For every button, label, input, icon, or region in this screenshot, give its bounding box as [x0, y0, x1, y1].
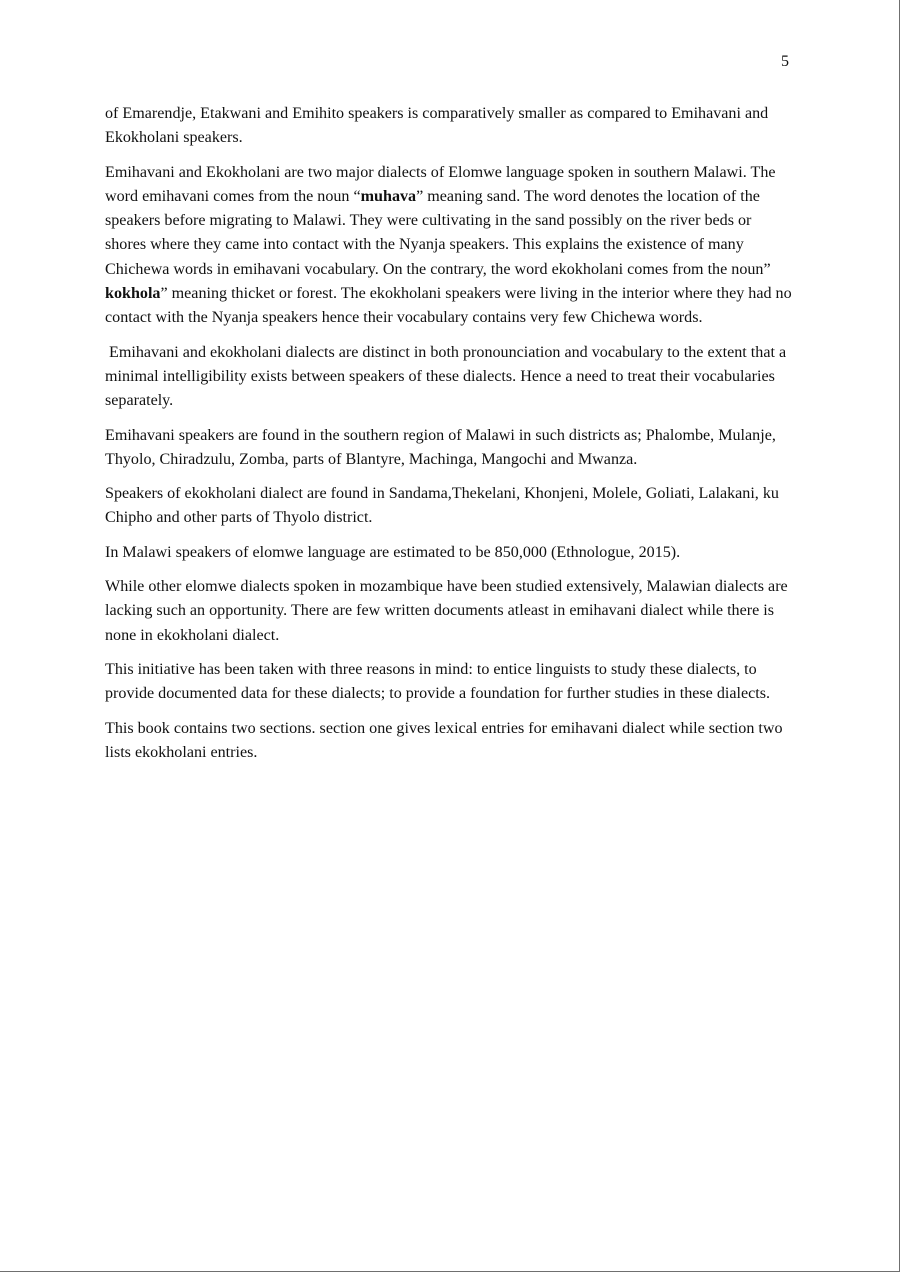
paragraph-7: While other elomwe dialects spoken in mozambique have been studied extensively, Malawian dialects are lacking such an opportunity. There are few written documents atleast in emihavani dialect while there is none in ekokholani dialect.: [105, 578, 788, 644]
paragraph-1: of Emarendje, Etakwani and Emihito speakers is comparatively smaller as compared to Emihavani and Ekokholani speakers.: [105, 105, 769, 147]
paragraph-3: Emihavani and ekokholani dialects are distinct in both pronounciation and vocabulary to the extent that a minimal intelligibility exists between speakers of these dialects. Hence a need to treat their vocabularies separately.: [105, 343, 787, 410]
body-text: [105, 102, 795, 775]
page-number: 5: [781, 53, 789, 70]
paragraph-2-part-a: Emihavani and Ekokholani are two major dialects of Elomwe language spoken in southern Malawi. The word emihavani comes from the noun “: [105, 163, 776, 205]
paragraph-5: Speakers of ekokholani dialect are found in Sandama,Thekelani, Khonjeni, Molele, Goliati, Lalakani, ku Chipho and other parts of Thyolo district.: [105, 485, 779, 527]
paragraph-2: [105, 161, 795, 331]
paragraph-2-part-c: ” meaning sand. The word denotes the location of the speakers before migrating to Malawi. They were cultivating in the sand possibly on the river beds or shores where they came into contact with the Nyanja speakers. This explains the existence of many Chichewa words in emihavani vocabulary. On the contrary, the word ekokholani comes from the noun”: [105, 187, 771, 278]
term-kokhola: kokhola: [105, 285, 161, 303]
paragraph-4: Emihavani speakers are found in the southern region of Malawi in such districts as; Phalombe, Mulanje, Thyolo, Chiradzulu, Zomba, parts of Blantyre, Machinga, Mangochi and Mwanza.: [105, 426, 776, 468]
term-muhava: muhava: [360, 187, 417, 205]
paragraph-6: In Malawi speakers of elomwe language are estimated to be 850,000 (Ethnologue, 2015).: [105, 543, 681, 561]
paragraph-2-part-e: ” meaning thicket or forest. The ekokholani speakers were living in the interior where they had no contact with the Nyanja speakers hence their vocabulary contains very few Chichewa words.: [105, 285, 792, 327]
paragraph-8: This initiative has been taken with three reasons in mind: to entice linguists to study these dialects, to provide documented data for these dialects; to provide a foundation for further studies in these dialects.: [105, 660, 770, 703]
paragraph-9: This book contains two sections. section one gives lexical entries for emihavani dialect while section two lists ekokholani entries.: [105, 719, 783, 761]
